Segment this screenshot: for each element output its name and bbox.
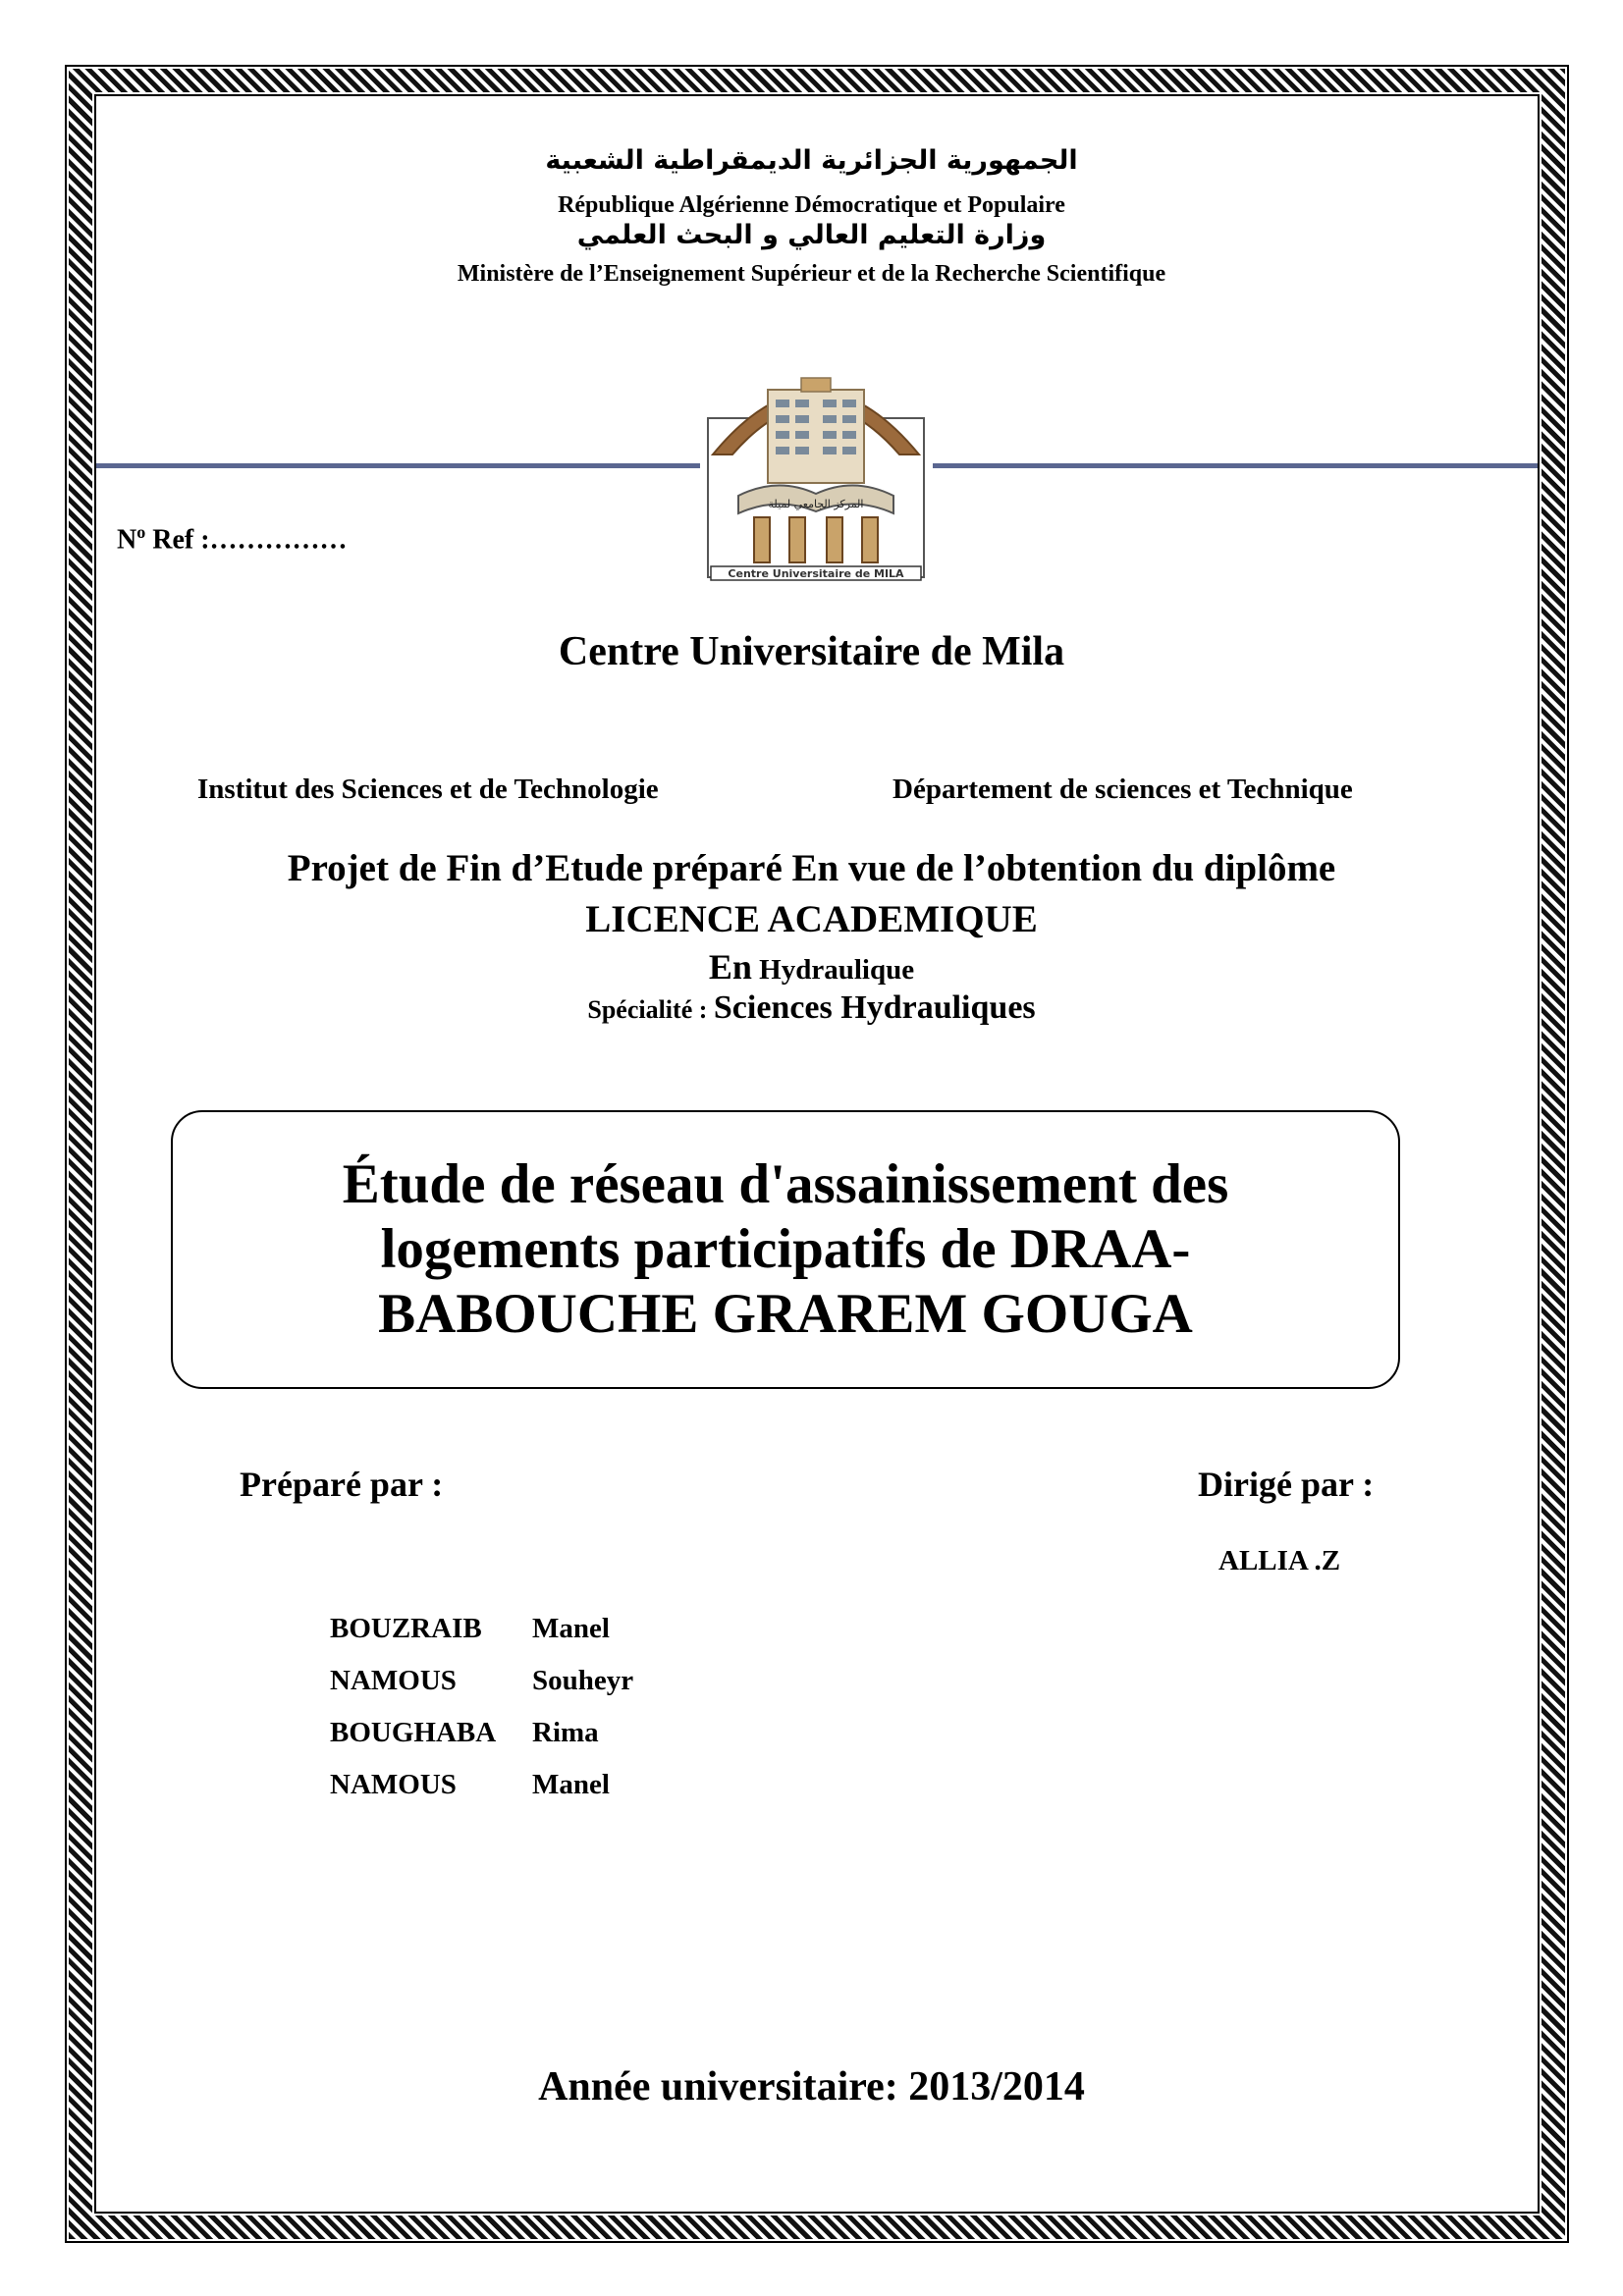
department-name: Département de sciences et Technique [893,774,1353,805]
arabic-ministry-line: ﻭﺯﺍﺭﺓ ﺍﻟﺘﻌﻠﻴﻢ ﺍﻟﻌﺎﻟﻲ ﻭ ﺍﻟﺒﺤﺚ ﺍﻟﻌﻠﻤﻲ [576,220,1047,250]
reference-number: $N^o$ Ref :…………… [117,522,348,556]
header-rule-right [933,463,1538,468]
project-statement: Projet de Fin d’Etude préparé En vue de l’obtention du diplôme [287,847,1336,889]
degree-name: LICENCE ACADEMIQUE [585,898,1038,940]
logo-caption: Centre Universitaire de MILA [728,567,904,580]
institute-name: Institut des Sciences et de Technologie [197,774,659,805]
field-line: En Hydraulique [708,947,915,987]
header-rule-left [96,463,700,468]
academic-year: Année universitaire: 2013/2014 [538,2064,1085,2109]
author-row: NAMOUS Manel [330,1769,610,1800]
university-logo [699,339,933,584]
ministry-line: Ministère de l’Enseignement Supérieur et de la Recherche Scientifique [457,261,1166,287]
author-row: BOUZRAIB Manel [330,1613,610,1644]
author-row: NAMOUS Souheyr [330,1665,634,1696]
arabic-republic-line: ﺍﻟﺠﻤﻬﻮﺭﻳﺔ ﺍﻟﺠﺰﺍﺋﺮﻳﺔ ﺍﻟﺪﻳﻤﻘﺮﺍﻃﻴﺔ ﺍﻟﺸﻌﺒﻴﺔ [545,145,1078,176]
university-name: Centre Universitaire de Mila [558,629,1065,674]
thesis-title-box [171,1110,1400,1389]
prepared-by-label: Préparé par : [240,1465,444,1504]
supervisor-name: ALLIA .Z [1218,1545,1341,1576]
author-row: BOUGHABA Rima [330,1717,599,1748]
specialty-line: Spécialité : Sciences Hydrauliques [587,989,1036,1026]
logo-arabic-text: المركز الجامعي لميلة [768,498,864,510]
thesis-title: Étude de réseau d'assainissement des logements participatifs de DRAA-BABOUCHE GRAREM GOUGA [342,1153,1229,1345]
republic-line: République Algérienne Démocratique et Populaire [558,192,1065,218]
directed-by-label: Dirigé par : [1198,1465,1375,1504]
